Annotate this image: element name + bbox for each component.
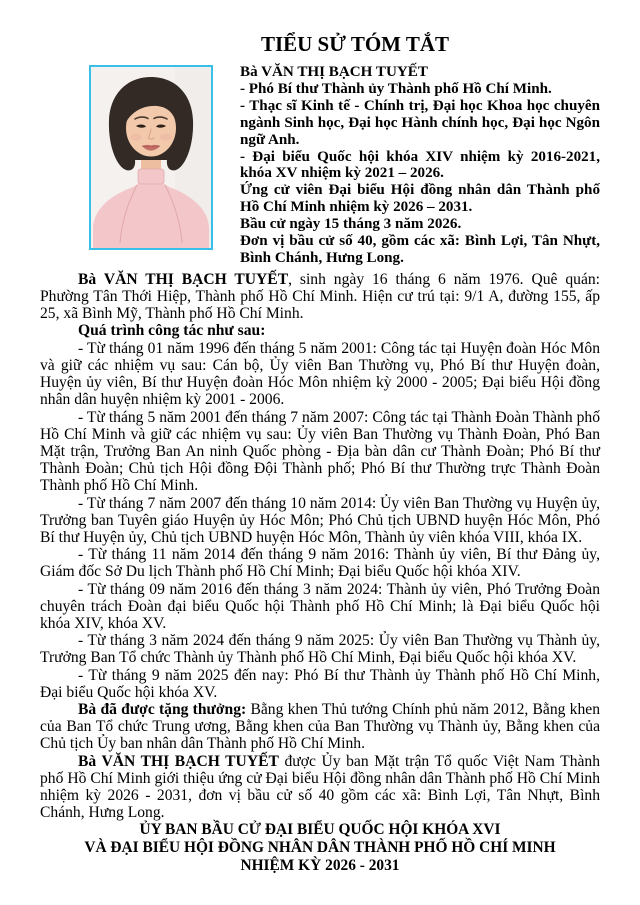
paragraph-text: - Từ tháng 3 năm 2024 đến tháng 9 năm 2025: Ủy viên Ban Thường vụ Thành ủy, Trưởng Ban Tổ chức Thành ủy Thành phố Hồ Chí Minh, Đại biểu Quốc hội khóa XV. xyxy=(40,632,600,667)
profile-item-constituency: Đơn vị bầu cử số 40, gồm các xã: Bình Lợi, Tân Nhựt, Bình Chánh, Hưng Long. xyxy=(240,233,600,266)
paragraph-text: được Ủy ban Mặt trận Tổ quốc Việt Nam Thành phố Hồ Chí Minh giới thiệu ứng cử Đại biểu Hội đồng nhân dân Thành phố Hồ Chí Minh nhiệm kỳ 2026 - 2031, đơn vị bầu cử số 40 gồm các xã: Bình Lợi, Tân Nhựt, Bình Chánh, Hưng Long. xyxy=(40,752,601,822)
paragraph-text: - Từ tháng 11 năm 2014 đến tháng 9 năm 2016: Thành ủy viên, Bí thư Đảng ủy, Giám đốc Sở Du lịch Thành phố Hồ Chí Minh; Đại biểu Quốc hội khóa XIV. xyxy=(40,546,600,581)
paragraph-text: - Từ tháng 09 năm 2016 đến tháng 3 năm 2024: Thành ủy viên, Phó Trưởng Đoàn chuyên trách Đoàn đại biểu Quốc hội Thành phố Hồ Chí Minh; là Đại biểu Quốc hội khóa XIV, khóa XV. xyxy=(40,580,600,632)
paragraph-career-2007-2014 xyxy=(40,495,600,547)
paragraph-career-2025-now xyxy=(40,667,600,701)
portrait-photo xyxy=(89,65,213,250)
paragraph-text: - Từ tháng 7 năm 2007 đến tháng 10 năm 2014: Ủy viên Ban Thường vụ Huyện ủy, Trưởng ban Tuyên giáo Huyện ủy Hóc Môn; Phó Chủ tịch UBND huyện Hóc Môn, Phó Bí thư Huyện ủy, Chủ tịch UBND huyện Hóc Môn, Thành ủy viên khóa VIII, khóa IX. xyxy=(40,494,600,546)
paragraph-lead: Bà đã được tặng thưởng: xyxy=(78,700,247,718)
paragraph-text: Bằng khen Thủ tướng Chính phủ năm 2012, Bằng khen của Ban Tổ chức Trung ương, Bằng khen của Ban Thường vụ Thành ủy, Bằng khen của Chủ tịch Ủy ban nhân dân Thành phố Hồ Chí Minh. xyxy=(40,700,600,753)
paragraph-lead: Quá trình công tác như sau: xyxy=(78,322,266,340)
profile-item-assembly-terms: - Đại biểu Quốc hội khóa XIV nhiệm kỳ 2016-2021, khóa XV nhiệm kỳ 2021 – 2026. xyxy=(240,148,600,182)
paragraph-text: - Từ tháng 01 năm 1996 đến tháng 5 năm 2001: Công tác tại Huyện đoàn Hóc Môn và giữ các nhiệm vụ sau: Cán bộ, Ủy viên Ban Thường vụ, Phó Bí thư Huyện đoàn, Huyện ủy viên, Bí thư Huyện đoàn Hóc Môn nhiệm kỳ 2000 - 2005; Đại biểu Hội đồng nhân dân huyện nhiệm kỳ 2001 - 2006. xyxy=(40,339,600,409)
candidate-summary xyxy=(240,64,600,267)
footer-line-council: VÀ ĐẠI BIỂU HỘI ĐỒNG NHÂN DÂN THÀNH PHỐ HỒ CHÍ MINH xyxy=(84,838,556,856)
paragraph-text: , sinh ngày 16 tháng 6 năm 1976. Quê quán: Phường Tân Thới Hiệp, Thành phố Hồ Chí Minh. Hiện cư trú tại: 9/1 A, đường 155, ấp 25, xã Bình Mỹ, Thành phố Hồ Chí Minh. xyxy=(40,270,600,323)
election-board-footer xyxy=(40,821,600,874)
profile-item-election-date: Bầu cử ngày 15 tháng 3 năm 2026. xyxy=(240,216,462,233)
footer-line-board: ỦY BAN BẦU CỬ ĐẠI BIỂU QUỐC HỘI KHÓA XVI xyxy=(139,821,501,839)
paragraph-birth-residence xyxy=(40,271,600,323)
header-section xyxy=(40,64,600,267)
profile-item-candidacy: Ứng cử viên Đại biểu Hội đồng nhân dân Thành phố Hồ Chí Minh nhiệm kỳ 2026 – 2031. xyxy=(240,182,600,216)
paragraph-lead: Bà VĂN THỊ BẠCH TUYẾT xyxy=(78,270,289,288)
paragraph-lead: Bà VĂN THỊ BẠCH TUYẾT xyxy=(78,752,279,770)
paragraph-career-2024-2025 xyxy=(40,632,600,666)
profile-item-position: - Phó Bí thư Thành ủy Thành phố Hồ Chí Minh. xyxy=(240,80,552,97)
footer-line-term: NHIỆM KỲ 2026 - 2031 xyxy=(240,856,400,874)
paragraph-career-2016-2024 xyxy=(40,581,600,633)
page-title: TIỂU SỬ TÓM TẮT xyxy=(260,32,450,56)
paragraph-text: - Từ tháng 5 năm 2001 đến tháng 7 năm 2007: Công tác tại Thành Đoàn Thành phố Hồ Chí Minh và giữ các nhiệm vụ sau: Ủy viên Ban Thường vụ Thành Đoàn, Phó Ban Mặt trận, Trưởng Ban An ninh Quốc phòng - Địa bàn dân cư Thành Đoàn; Phó Bí thư Thành Đoàn; Chủ tịch Hội đồng Đội Thành phố; Phó Bí thư Thường trực Thành Đoàn Thành phố Hồ Chí Minh. xyxy=(40,408,600,495)
paragraph-career-2001-2007 xyxy=(40,409,600,495)
paragraph-career-1996-2001 xyxy=(40,340,600,409)
biography-body xyxy=(40,271,600,822)
paragraph-text: - Từ tháng 9 năm 2025 đến nay: Phó Bí thư Thành ủy Thành phố Hồ Chí Minh, Đại biểu Quốc hội khóa XV. xyxy=(40,666,600,701)
paragraph-awards xyxy=(40,701,600,753)
profile-item-education: - Thạc sĩ Kinh tế - Chính trị, Đại học Khoa học chuyên ngành Sinh học, Đại học Hành chính học, Đại học Ngôn ngữ Anh. xyxy=(240,97,600,148)
portrait-photo-icon xyxy=(91,67,211,248)
paragraph-career-2014-2016 xyxy=(40,546,600,580)
candidate-name: Bà VĂN THỊ BẠCH TUYẾT xyxy=(240,64,428,80)
paragraph-career-heading xyxy=(40,322,600,339)
paragraph-nomination xyxy=(40,753,600,822)
